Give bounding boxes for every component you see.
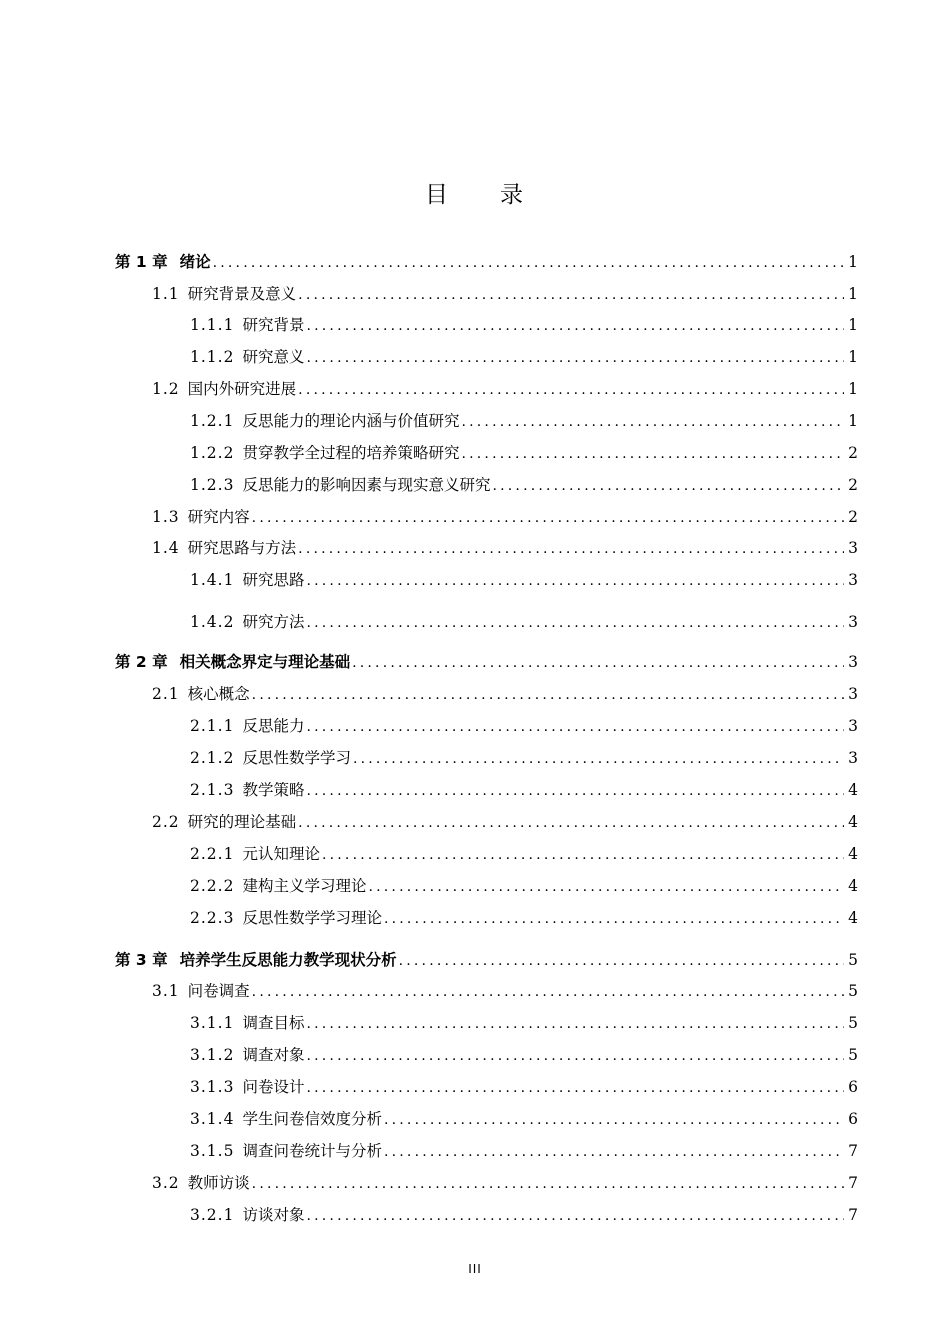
toc-entry-number: 第 2 章: [115, 653, 168, 671]
toc-entry[interactable]: [0, 948, 950, 972]
toc-entry-title: 绪论: [179, 253, 211, 271]
toc-entry-title: 调查目标: [242, 1014, 305, 1032]
dot-leader: [306, 719, 844, 735]
dot-leader: [252, 984, 844, 1000]
toc-entry-number: 1.3: [152, 508, 180, 526]
page-number-footer: III: [468, 1262, 482, 1276]
toc-entry-page: 1: [848, 253, 858, 271]
toc-entry-number: 3.2.1: [190, 1206, 235, 1224]
toc-entry-title: 研究思路与方法: [187, 539, 297, 557]
toc-entry-title: 研究的理论基础: [187, 813, 297, 831]
toc-entry-number: 3.2: [152, 1174, 180, 1192]
toc-entry-title: 相关概念界定与理论基础: [179, 653, 351, 671]
toc-entry[interactable]: [0, 610, 950, 634]
toc-entry[interactable]: [0, 979, 950, 1003]
toc-entry-title: 问卷设计: [242, 1078, 305, 1096]
toc-entry[interactable]: [0, 650, 950, 674]
dot-leader: [353, 751, 844, 767]
toc-entry[interactable]: [0, 282, 950, 306]
toc-entry-number: 2.1.1: [190, 717, 235, 735]
dot-leader: [306, 318, 844, 334]
toc-entry[interactable]: [0, 1075, 950, 1099]
toc-entry-title: 问卷调查: [187, 982, 250, 1000]
toc-entry-number: 1.2.1: [190, 412, 235, 430]
toc-entry-title: 教师访谈: [187, 1174, 250, 1192]
toc-entry-page: 1: [848, 348, 858, 366]
toc-entry-title: 研究意义: [242, 348, 305, 366]
toc-entry-number: 3.1.3: [190, 1078, 235, 1096]
toc-entry-page: 4: [848, 813, 858, 831]
dot-leader: [298, 287, 844, 303]
dot-leader: [298, 815, 844, 831]
toc-entry-number: 1.2.3: [190, 476, 235, 494]
toc-entry-title: 反思性数学学习: [242, 749, 351, 767]
toc-entry-page: 1: [848, 316, 858, 334]
toc-entry-page: 3: [848, 539, 858, 557]
toc-entry[interactable]: [0, 345, 950, 369]
toc-entry-title: 研究背景及意义: [187, 285, 297, 303]
toc-entry-number: 2.1: [152, 685, 180, 703]
toc-entry-page: 5: [848, 1014, 858, 1032]
toc-entry-number: 1.2.2: [190, 444, 235, 462]
toc-entry-page: 3: [848, 571, 858, 589]
toc-entry-number: 1.4: [152, 539, 180, 557]
toc-entry-number: 2.2.1: [190, 845, 235, 863]
dot-leader: [306, 615, 844, 631]
toc-entry-page: 1: [848, 412, 858, 430]
toc-entry[interactable]: [0, 409, 950, 433]
toc-entry[interactable]: [0, 1107, 950, 1131]
toc-entry-number: 1.1.2: [190, 348, 235, 366]
toc-entry[interactable]: [0, 746, 950, 770]
toc-entry-title: 反思能力的理论内涵与价值研究: [242, 412, 460, 430]
dot-leader: [384, 911, 844, 927]
toc-entry[interactable]: [0, 874, 950, 898]
toc-entry[interactable]: [0, 473, 950, 497]
toc-entry-number: 3.1: [152, 982, 180, 1000]
toc-entry-page: 7: [848, 1174, 858, 1192]
dot-leader: [298, 382, 844, 398]
toc-entry-number: 2.2: [152, 813, 180, 831]
toc-entry-number: 1.4.2: [190, 613, 235, 631]
dot-leader: [306, 1048, 844, 1064]
toc-entry-title: 贯穿教学全过程的培养策略研究: [242, 444, 460, 462]
toc-entry-number: 1.2: [152, 380, 180, 398]
toc-entry-title: 建构主义学习理论: [242, 877, 367, 895]
toc-entry[interactable]: [0, 568, 950, 592]
toc-entry[interactable]: [0, 1139, 950, 1163]
dot-leader: [461, 414, 844, 430]
dot-leader: [492, 478, 844, 494]
toc-entry[interactable]: [0, 1043, 950, 1067]
toc-entry-page: 6: [848, 1078, 858, 1096]
dot-leader: [368, 879, 844, 895]
toc-entry-page: 3: [848, 749, 858, 767]
dot-leader: [213, 255, 844, 271]
toc-entry[interactable]: [0, 1203, 950, 1227]
toc-entry-page: 3: [848, 613, 858, 631]
toc-entry-number: 1.4.1: [190, 571, 235, 589]
toc-entry-title: 调查对象: [242, 1046, 305, 1064]
toc-entry-number: 3.1.5: [190, 1142, 235, 1160]
toc-entry-page: 1: [848, 380, 858, 398]
toc-entry-page: 7: [848, 1142, 858, 1160]
toc-entry-page: 5: [848, 951, 858, 969]
dot-leader: [306, 573, 844, 589]
toc-entry-title: 研究内容: [187, 508, 250, 526]
toc-entry-page: 2: [848, 476, 858, 494]
dot-leader: [384, 1112, 844, 1128]
toc-entry-title: 培养学生反思能力教学现状分析: [179, 951, 397, 969]
dot-leader: [384, 1144, 844, 1160]
toc-entry-title: 反思能力的影响因素与现实意义研究: [242, 476, 491, 494]
toc-entry-page: 4: [848, 845, 858, 863]
toc-entry-title: 访谈对象: [242, 1206, 305, 1224]
toc-entry-number: 1.1.1: [190, 316, 235, 334]
dot-leader: [306, 783, 844, 799]
toc-entry-title: 元认知理论: [242, 845, 320, 863]
toc-entry-number: 2.1.2: [190, 749, 235, 767]
toc-entry[interactable]: [0, 536, 950, 560]
toc-entry-number: 3.1.4: [190, 1110, 235, 1128]
toc-entry-title: 研究背景: [242, 316, 305, 334]
toc-entry[interactable]: [0, 1011, 950, 1035]
toc-title-char-2: 录: [500, 182, 525, 208]
dot-leader: [306, 1208, 844, 1224]
dot-leader: [306, 1016, 844, 1032]
toc-entry[interactable]: [0, 906, 950, 930]
toc-entry[interactable]: [0, 441, 950, 465]
dot-leader: [252, 687, 844, 703]
toc-entry[interactable]: [0, 810, 950, 834]
toc-entry-page: 3: [848, 717, 858, 735]
toc-title-char-1: 目: [425, 182, 450, 208]
toc-entry-page: 3: [848, 685, 858, 703]
toc-entry-title: 国内外研究进展: [187, 380, 297, 398]
toc-entry-title: 反思能力: [242, 717, 305, 735]
toc-entry[interactable]: [0, 842, 950, 866]
toc-entry-page: 4: [848, 909, 858, 927]
toc-entry-title: 研究思路: [242, 571, 305, 589]
dot-leader: [252, 510, 844, 526]
dot-leader: [298, 541, 844, 557]
toc-entry[interactable]: [0, 377, 950, 401]
dot-leader: [306, 350, 844, 366]
dot-leader: [252, 1176, 844, 1192]
toc-entry-number: 2.2.3: [190, 909, 235, 927]
toc-entry[interactable]: [0, 778, 950, 802]
toc-entry-page: 7: [848, 1206, 858, 1224]
toc-entry-number: 第 3 章: [115, 951, 168, 969]
toc-entry-page: 5: [848, 982, 858, 1000]
toc-entry-title: 核心概念: [187, 685, 250, 703]
toc-entry-number: 2.2.2: [190, 877, 235, 895]
dot-leader: [306, 1080, 844, 1096]
dot-leader: [352, 655, 844, 671]
dot-leader: [322, 847, 844, 863]
toc-entry-title: 学生问卷信效度分析: [242, 1110, 382, 1128]
toc-entry[interactable]: [0, 250, 950, 274]
toc-entry-page: 3: [848, 653, 858, 671]
toc-entry-page: 6: [848, 1110, 858, 1128]
toc-entry-number: 1.1: [152, 285, 180, 303]
toc-entry-page: 2: [848, 444, 858, 462]
toc-entry-title: 反思性数学学习理论: [242, 909, 382, 927]
toc-entry[interactable]: [0, 682, 950, 706]
toc-entry-number: 3.1.1: [190, 1014, 235, 1032]
toc-entry[interactable]: [0, 714, 950, 738]
toc-entry[interactable]: [0, 505, 950, 529]
toc-entry-number: 2.1.3: [190, 781, 235, 799]
toc-entry[interactable]: [0, 1171, 950, 1195]
toc-entry-page: 4: [848, 781, 858, 799]
toc-entry-number: 第 1 章: [115, 253, 168, 271]
toc-entry-number: 3.1.2: [190, 1046, 235, 1064]
dot-leader: [399, 953, 844, 969]
toc-entry-title: 教学策略: [242, 781, 305, 799]
dot-leader: [461, 446, 844, 462]
toc-entry-title: 研究方法: [242, 613, 305, 631]
toc-entry-page: 1: [848, 285, 858, 303]
toc-entry-title: 调查问卷统计与分析: [242, 1142, 382, 1160]
toc-entry-page: 4: [848, 877, 858, 895]
toc-entry-page: 5: [848, 1046, 858, 1064]
toc-entry-page: 2: [848, 508, 858, 526]
toc-entry[interactable]: [0, 313, 950, 337]
